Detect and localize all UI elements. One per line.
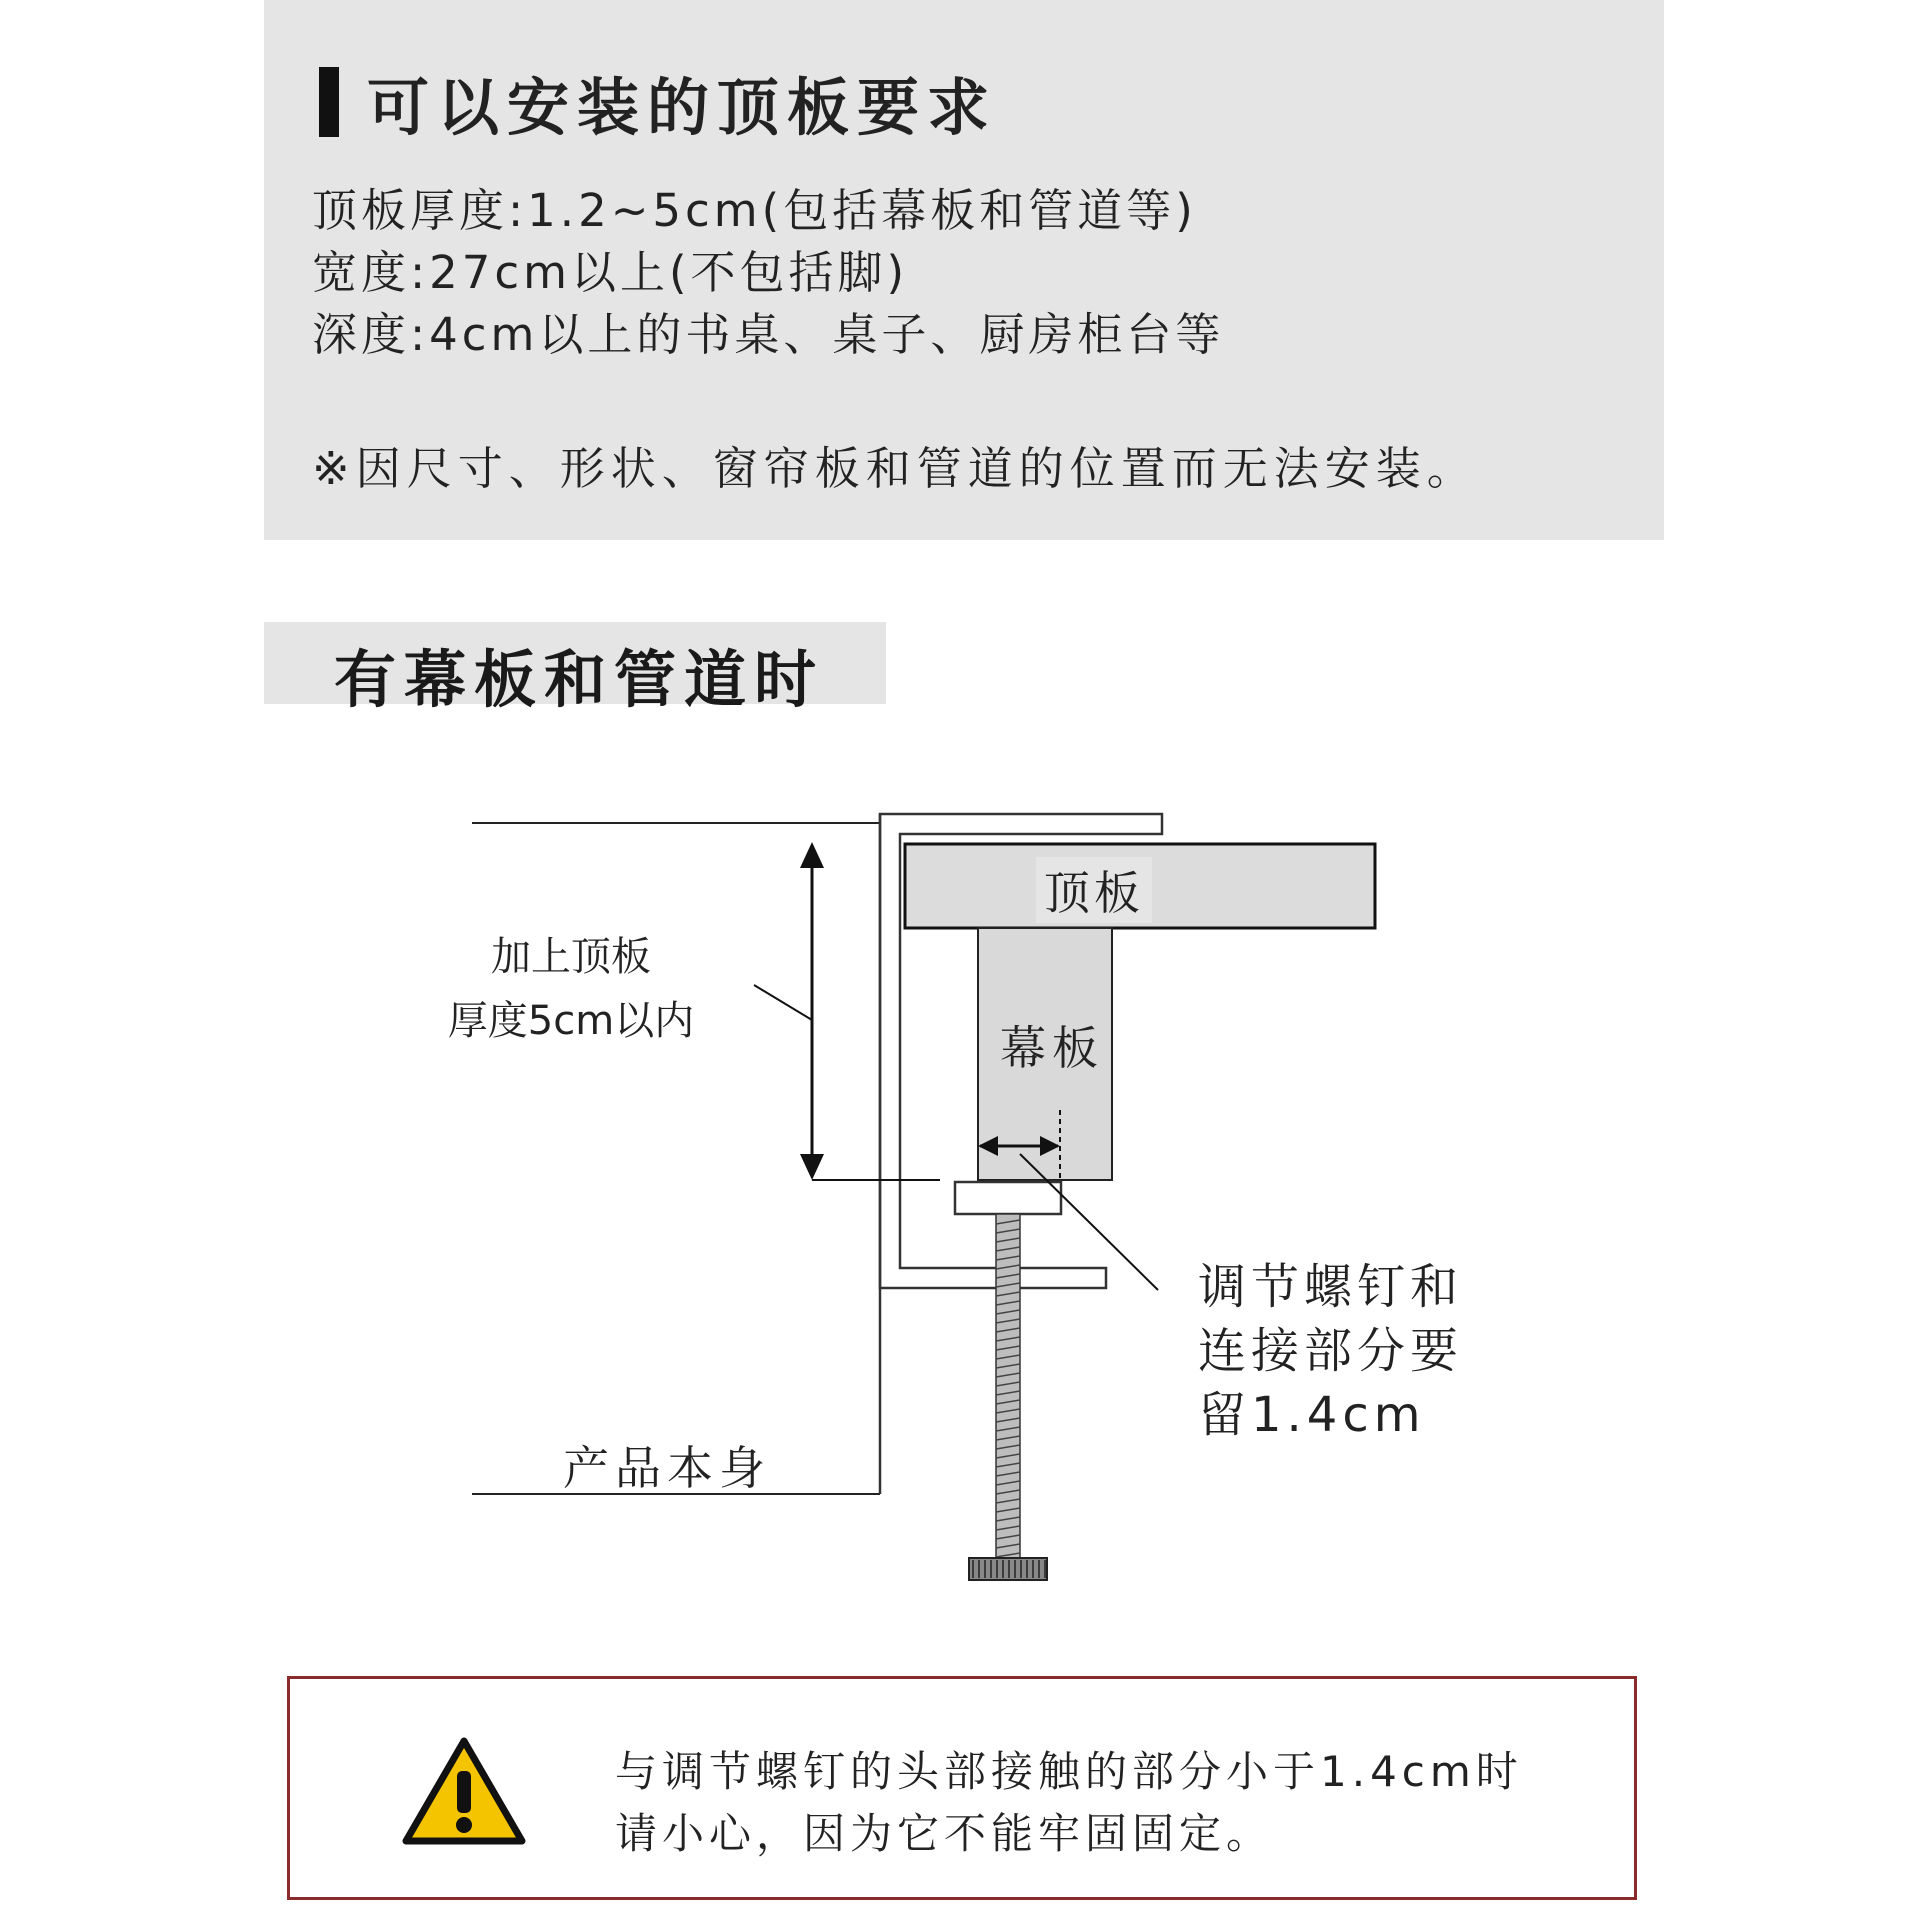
apron-label: 幕板 [994, 1012, 1110, 1078]
requirement-thickness: 顶板厚度:1.2~5cm(包括幕板和管道等) [312, 184, 1197, 237]
screw-knob [969, 1558, 1047, 1580]
warning-line2: 请小心，因为它不能牢固固定。 [615, 1809, 1274, 1858]
thickness-label-line1: 加上顶板 [491, 934, 651, 980]
thickness-leader [754, 985, 812, 1020]
warning-box [287, 1676, 1637, 1900]
requirements-title: 可以安装的顶板要求 [367, 70, 998, 144]
screw-label [1198, 1255, 1463, 1447]
warning-line1: 与调节螺钉的头部接触的部分小于1.4cm时 [615, 1747, 1523, 1796]
requirement-width: 宽度:27cm以上(不包括脚) [312, 246, 909, 299]
thickness-arrow-top [800, 842, 824, 868]
screw-label-line1: 调节螺钉和 [1198, 1259, 1464, 1315]
pressure-plate [955, 1182, 1061, 1214]
section-title: 有幕板和管道时 [334, 643, 825, 716]
warning-triangle-icon [402, 1737, 526, 1847]
top-board-label: 顶板 [1036, 857, 1152, 923]
thickness-label [436, 925, 706, 1053]
requirements-note: ※因尺寸、形状、窗帘板和管道的位置而无法安装。 [312, 442, 1478, 495]
thickness-label-line2: 厚度5cm以内 [447, 998, 695, 1044]
thickness-arrow-bottom [800, 1154, 824, 1180]
screw-label-line3: 留1.4cm [1198, 1387, 1426, 1443]
screw-label-line2: 连接部分要 [1198, 1323, 1464, 1379]
requirement-depth: 深度:4cm以上的书桌、桌子、厨房柜台等 [312, 308, 1225, 361]
warning-text [615, 1741, 1523, 1865]
product-label: 产品本身 [563, 1441, 771, 1495]
